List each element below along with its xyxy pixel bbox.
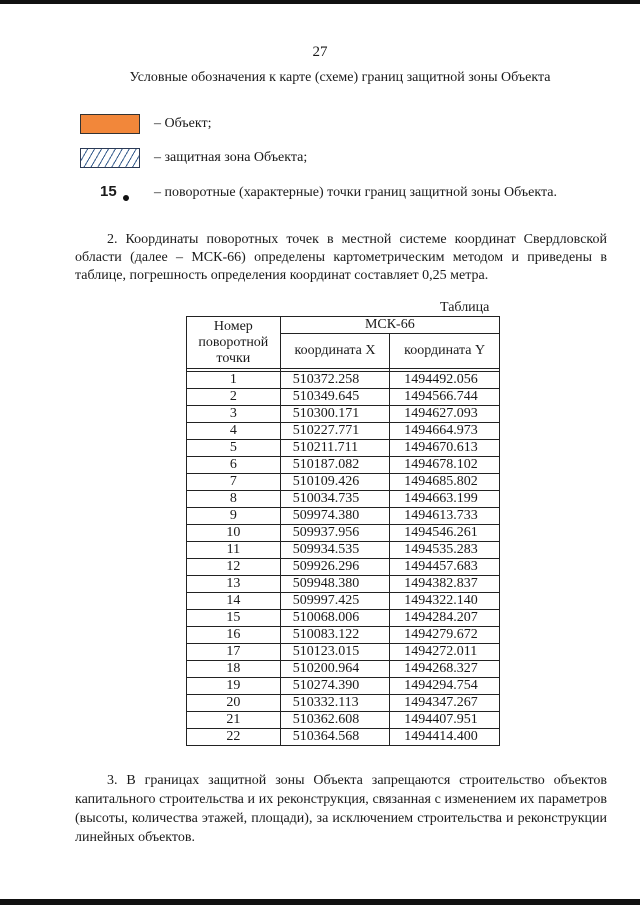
coordinates-table-body — [187, 372, 500, 746]
table-row — [187, 525, 500, 542]
cell-coordinate-y: 1494322.140 — [390, 593, 500, 610]
cell-coordinate-x: 510083.122 — [280, 627, 390, 644]
column-group-header-msk66: МСК-66 — [280, 317, 499, 334]
table-row — [187, 593, 500, 610]
cell-coordinate-y: 1494414.400 — [390, 729, 500, 746]
column-header-point-number: Номер поворотной точки — [187, 317, 281, 369]
table-row — [187, 440, 500, 457]
cell-coordinate-x: 510109.426 — [280, 474, 390, 491]
cell-point-number: 19 — [187, 678, 281, 695]
cell-coordinate-y: 1494457.683 — [390, 559, 500, 576]
cell-coordinate-x: 509934.535 — [280, 542, 390, 559]
table-row — [187, 542, 500, 559]
cell-coordinate-x: 510123.015 — [280, 644, 390, 661]
table-caption: Таблица — [440, 300, 490, 315]
object-swatch-icon — [80, 114, 140, 134]
cell-coordinate-x: 509974.380 — [280, 508, 390, 525]
column-header-y: координата Y — [390, 334, 500, 369]
cell-coordinate-x: 510068.006 — [280, 610, 390, 627]
legend-item-turning-points — [80, 181, 557, 205]
cell-coordinate-x: 510187.082 — [280, 457, 390, 474]
cell-coordinate-y: 1494284.207 — [390, 610, 500, 627]
table-row — [187, 423, 500, 440]
point-dot-icon — [123, 195, 129, 201]
cell-point-number: 17 — [187, 644, 281, 661]
legend-label-protection-zone: – защитная зона Объекта; — [154, 150, 308, 165]
paragraph-3-text: 3. В границах защитной зоны Объекта запрещаются строительство объектов капитального строительства и их реконструкция, связанная с изменением их параметров (высоты, количества этажей, площади), за исключением строительства и реконструкции линейных объектов. — [75, 773, 607, 845]
table-row — [187, 508, 500, 525]
cell-coordinate-x: 510372.258 — [280, 372, 390, 389]
cell-coordinate-x: 509997.425 — [280, 593, 390, 610]
legend-item-protection-zone — [80, 146, 307, 170]
table-row — [187, 406, 500, 423]
paragraph-2-text: 2. Координаты поворотных точек в местной системе координат Свердловской области (далее – МСК-66) определены картометрическим методом и приведены в таблице, погрешность определения координат составляет 0,25 метра. — [75, 232, 607, 283]
table-row — [187, 644, 500, 661]
cell-coordinate-y: 1494678.102 — [390, 457, 500, 474]
cell-point-number: 16 — [187, 627, 281, 644]
column-header-x: координата X — [280, 334, 390, 369]
table-row — [187, 712, 500, 729]
table-row — [187, 389, 500, 406]
scan-top-edge — [0, 0, 640, 4]
cell-point-number: 15 — [187, 610, 281, 627]
page-number: 27 — [312, 44, 328, 60]
table-row — [187, 695, 500, 712]
cell-coordinate-x: 510332.113 — [280, 695, 390, 712]
turning-point-marker-icon — [80, 183, 140, 203]
cell-coordinate-x: 510364.568 — [280, 729, 390, 746]
cell-coordinate-y: 1494670.613 — [390, 440, 500, 457]
cell-point-number: 11 — [187, 542, 281, 559]
cell-coordinate-x: 510034.735 — [280, 491, 390, 508]
table-row — [187, 627, 500, 644]
cell-coordinate-y: 1494685.802 — [390, 474, 500, 491]
cell-coordinate-y: 1494535.283 — [390, 542, 500, 559]
legend-label-turning-points: – поворотные (характерные) точки границ защитной зоны Объекта. — [154, 185, 557, 200]
cell-point-number: 1 — [187, 372, 281, 389]
cell-point-number: 3 — [187, 406, 281, 423]
cell-point-number: 9 — [187, 508, 281, 525]
cell-coordinate-y: 1494566.744 — [390, 389, 500, 406]
cell-point-number: 6 — [187, 457, 281, 474]
cell-coordinate-x: 510362.608 — [280, 712, 390, 729]
table-row — [187, 610, 500, 627]
turning-point-number: 15 — [100, 183, 117, 200]
cell-coordinate-y: 1494382.837 — [390, 576, 500, 593]
table-row — [187, 661, 500, 678]
table-row — [187, 559, 500, 576]
cell-coordinate-x: 510200.964 — [280, 661, 390, 678]
table-row — [187, 457, 500, 474]
cell-point-number: 4 — [187, 423, 281, 440]
cell-coordinate-x: 510349.645 — [280, 389, 390, 406]
cell-coordinate-y: 1494279.672 — [390, 627, 500, 644]
cell-coordinate-y: 1494272.011 — [390, 644, 500, 661]
cell-coordinate-y: 1494627.093 — [390, 406, 500, 423]
cell-point-number: 18 — [187, 661, 281, 678]
cell-coordinate-y: 1494663.199 — [390, 491, 500, 508]
cell-coordinate-y: 1494664.973 — [390, 423, 500, 440]
cell-coordinate-x: 509937.956 — [280, 525, 390, 542]
cell-coordinate-y: 1494613.733 — [390, 508, 500, 525]
legend-title: Условные обозначения к карте (схеме) границ защитной зоны Объекта — [129, 70, 551, 85]
cell-coordinate-y: 1494407.951 — [390, 712, 500, 729]
cell-coordinate-x: 510300.171 — [280, 406, 390, 423]
cell-point-number: 7 — [187, 474, 281, 491]
cell-coordinate-y: 1494347.267 — [390, 695, 500, 712]
cell-point-number: 10 — [187, 525, 281, 542]
table-row — [187, 678, 500, 695]
hatched-zone-swatch-icon — [80, 148, 140, 168]
cell-point-number: 12 — [187, 559, 281, 576]
cell-coordinate-x: 510274.390 — [280, 678, 390, 695]
cell-point-number: 22 — [187, 729, 281, 746]
cell-coordinate-y: 1494546.261 — [390, 525, 500, 542]
paragraph-coordinates-intro — [75, 231, 607, 285]
table-row — [187, 729, 500, 746]
coordinates-table — [186, 316, 500, 746]
table-row — [187, 576, 500, 593]
cell-point-number: 21 — [187, 712, 281, 729]
cell-point-number: 2 — [187, 389, 281, 406]
legend-label-object: – Объект; — [154, 116, 212, 131]
cell-coordinate-x: 509948.380 — [280, 576, 390, 593]
table-row — [187, 474, 500, 491]
table-row — [187, 491, 500, 508]
cell-coordinate-y: 1494492.056 — [390, 372, 500, 389]
cell-point-number: 5 — [187, 440, 281, 457]
cell-point-number: 8 — [187, 491, 281, 508]
cell-point-number: 20 — [187, 695, 281, 712]
cell-coordinate-y: 1494294.754 — [390, 678, 500, 695]
cell-coordinate-x: 510227.771 — [280, 423, 390, 440]
cell-coordinate-x: 509926.296 — [280, 559, 390, 576]
cell-coordinate-x: 510211.711 — [280, 440, 390, 457]
legend-item-object — [80, 112, 211, 136]
scan-bottom-edge — [0, 899, 640, 905]
cell-coordinate-y: 1494268.327 — [390, 661, 500, 678]
cell-point-number: 14 — [187, 593, 281, 610]
cell-point-number: 13 — [187, 576, 281, 593]
paragraph-restrictions — [75, 771, 607, 847]
table-row — [187, 372, 500, 389]
